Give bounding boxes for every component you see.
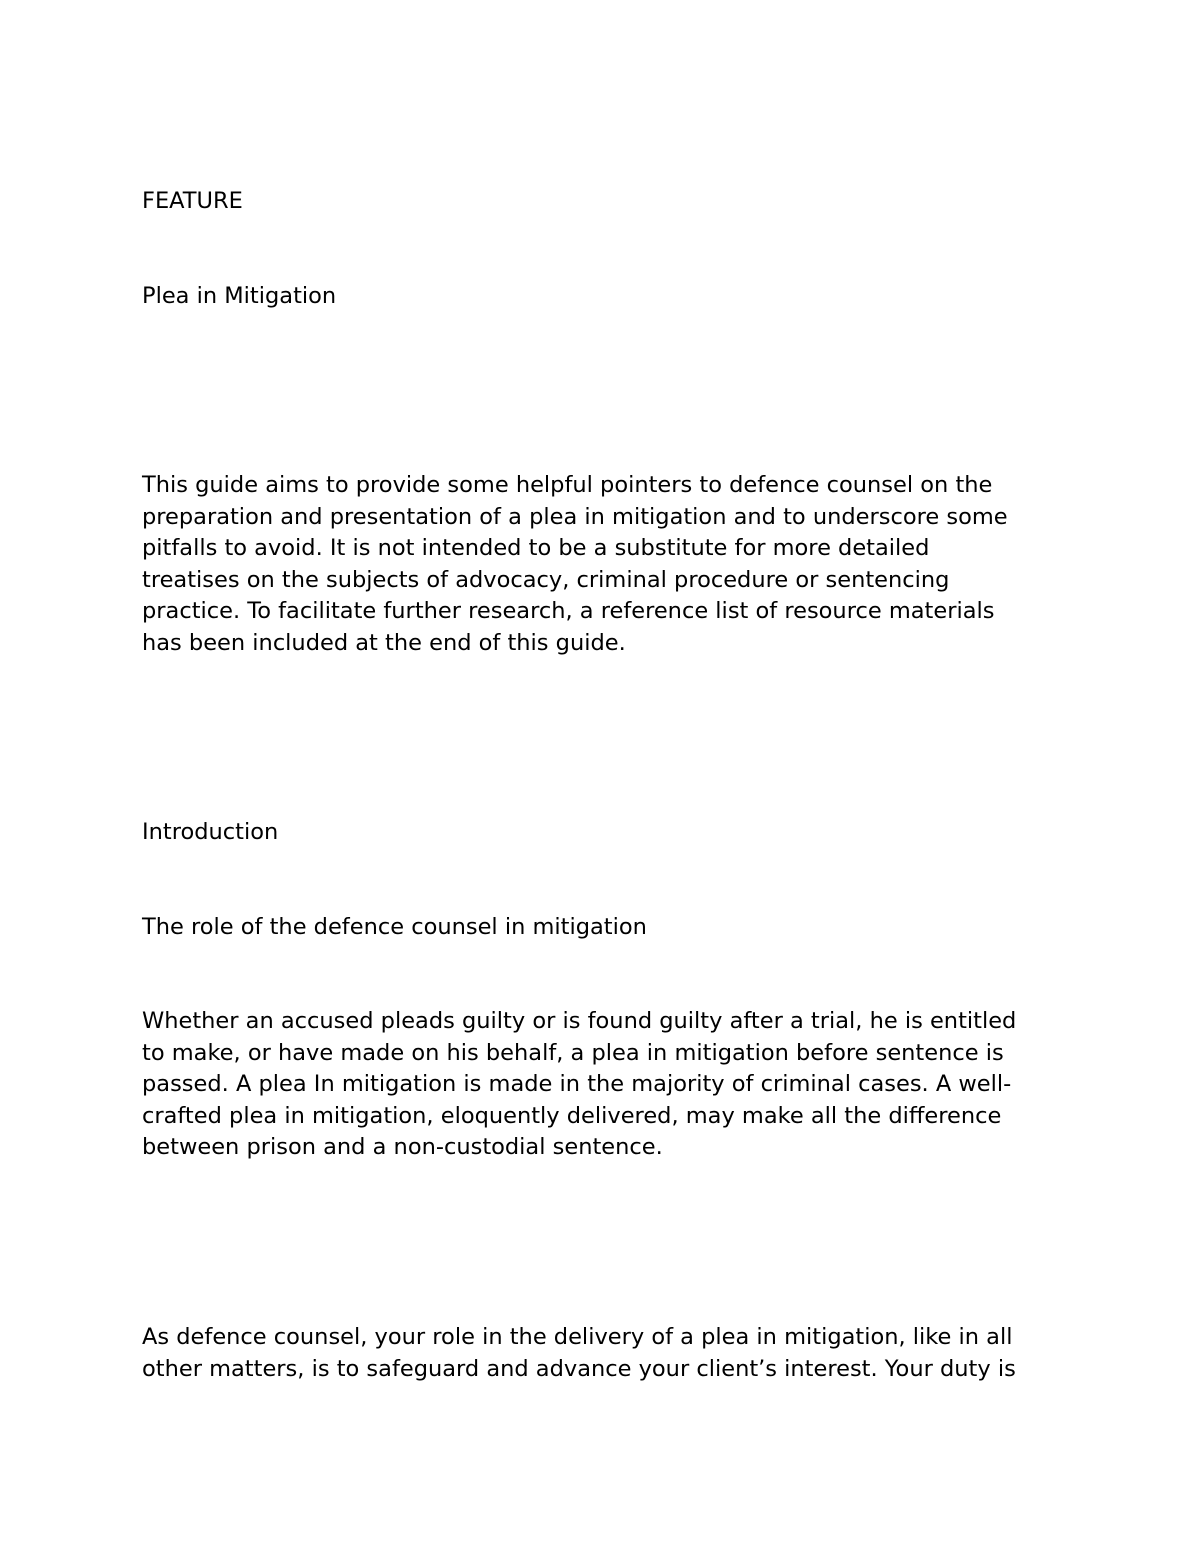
feature-label: FEATURE bbox=[142, 188, 243, 214]
section-heading: Introduction bbox=[142, 819, 279, 845]
abstract-line: This guide aims to provide some helpful pointers to defence counsel on the bbox=[142, 472, 993, 498]
body-paragraph-2 bbox=[142, 1322, 1016, 1385]
paragraph-line: other matters, is to safeguard and advance your client’s interest. Your duty is bbox=[142, 1355, 1016, 1382]
paragraph-line: passed. A plea In mitigation is made in the majority of criminal cases. A well- bbox=[142, 1071, 1012, 1097]
paragraph-line: crafted plea in mitigation, eloquently delivered, may make all the difference bbox=[142, 1102, 1002, 1129]
abstract-line: treatises on the subjects of advocacy, criminal procedure or sentencing bbox=[142, 566, 950, 593]
abstract-line: pitfalls to avoid. It is not intended to be a substitute for more detailed bbox=[142, 535, 930, 561]
abstract-line: preparation and presentation of a plea in mitigation and to underscore some bbox=[142, 503, 1008, 530]
abstract-line: practice. To facilitate further research, a reference list of resource materials bbox=[142, 598, 995, 624]
paragraph-line: to make, or have made on his behalf, a plea in mitigation before sentence is bbox=[142, 1039, 1004, 1066]
paragraph-line: As defence counsel, your role in the delivery of a plea in mitigation, like in all bbox=[142, 1324, 1013, 1350]
document-title: Plea in Mitigation bbox=[142, 283, 337, 309]
abstract-paragraph bbox=[142, 470, 1008, 659]
subsection-heading: The role of the defence counsel in mitigation bbox=[142, 914, 647, 940]
paragraph-line: Whether an accused pleads guilty or is found guilty after a trial, he is entitled bbox=[142, 1008, 1017, 1034]
abstract-line: has been included at the end of this guide. bbox=[142, 629, 626, 656]
body-paragraph-1 bbox=[142, 1006, 1016, 1164]
paragraph-line: between prison and a non-custodial sentence. bbox=[142, 1134, 663, 1160]
